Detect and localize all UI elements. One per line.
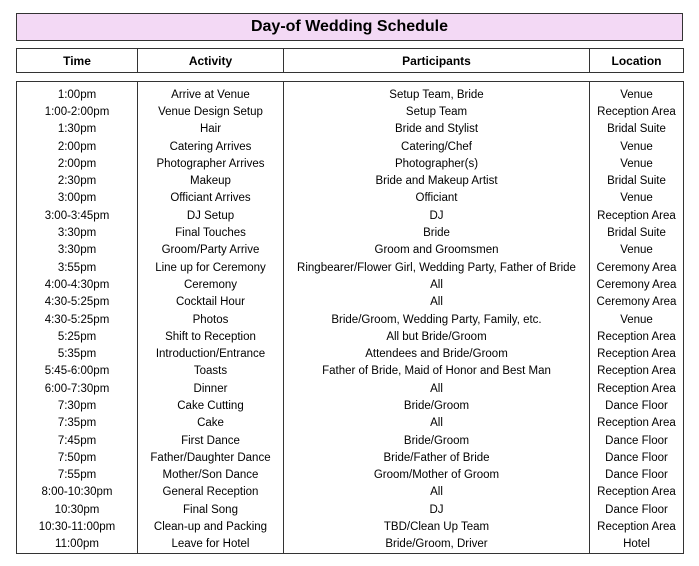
cell-location: Dance Floor	[590, 467, 684, 484]
cell-location: Bridal Suite	[590, 121, 684, 138]
cell-time: 10:30pm	[17, 501, 138, 518]
table-row	[17, 138, 684, 155]
cell-time: 8:00-10:30pm	[17, 484, 138, 501]
cell-participants: Bride/Groom	[284, 397, 590, 414]
cell-activity: Catering Arrives	[138, 138, 284, 155]
cell-time: 4:30-5:25pm	[17, 294, 138, 311]
table-row	[17, 242, 684, 259]
cell-participants: Bride and Stylist	[284, 121, 590, 138]
table-row	[17, 345, 684, 362]
cell-location: Reception Area	[590, 207, 684, 224]
cell-participants: Attendees and Bride/Groom	[284, 345, 590, 362]
table-row	[17, 86, 684, 103]
cell-time: 3:30pm	[17, 242, 138, 259]
cell-location: Dance Floor	[590, 397, 684, 414]
cell-participants: Setup Team	[284, 103, 590, 120]
cell-participants: DJ	[284, 501, 590, 518]
cell-participants: Bride/Groom, Wedding Party, Family, etc.	[284, 311, 590, 328]
cell-activity: Photos	[138, 311, 284, 328]
cell-location: Reception Area	[590, 363, 684, 380]
cell-time: 7:50pm	[17, 449, 138, 466]
cell-activity: Cake	[138, 415, 284, 432]
cell-activity: DJ Setup	[138, 207, 284, 224]
header-time: Time	[17, 49, 138, 73]
cell-time: 3:55pm	[17, 259, 138, 276]
cell-activity: Arrive at Venue	[138, 86, 284, 103]
cell-participants: Groom/Mother of Groom	[284, 467, 590, 484]
cell-activity: Final Touches	[138, 224, 284, 241]
cell-activity: Introduction/Entrance	[138, 345, 284, 362]
cell-activity: Mother/Son Dance	[138, 467, 284, 484]
cell-activity: Hair	[138, 121, 284, 138]
cell-activity: Photographer Arrives	[138, 155, 284, 172]
cell-participants: Bride	[284, 224, 590, 241]
cell-participants: Catering/Chef	[284, 138, 590, 155]
cell-time: 7:35pm	[17, 415, 138, 432]
cell-time: 3:30pm	[17, 224, 138, 241]
cell-time: 7:45pm	[17, 432, 138, 449]
table-row	[17, 259, 684, 276]
cell-activity: Dinner	[138, 380, 284, 397]
table-row	[17, 432, 684, 449]
cell-location: Dance Floor	[590, 501, 684, 518]
cell-location: Venue	[590, 190, 684, 207]
cell-time: 5:25pm	[17, 328, 138, 345]
cell-participants: Bride and Makeup Artist	[284, 172, 590, 189]
table-row	[17, 415, 684, 432]
cell-activity: Final Song	[138, 501, 284, 518]
cell-participants: All but Bride/Groom	[284, 328, 590, 345]
cell-time: 1:30pm	[17, 121, 138, 138]
cell-activity: Venue Design Setup	[138, 103, 284, 120]
table-row	[17, 363, 684, 380]
cell-activity: General Reception	[138, 484, 284, 501]
table-row	[17, 190, 684, 207]
cell-location: Ceremony Area	[590, 259, 684, 276]
page-title: Day-of Wedding Schedule	[16, 13, 683, 41]
cell-participants: Setup Team, Bride	[284, 86, 590, 103]
cell-activity: Groom/Party Arrive	[138, 242, 284, 259]
cell-location: Dance Floor	[590, 449, 684, 466]
cell-activity: Cocktail Hour	[138, 294, 284, 311]
cell-time: 5:35pm	[17, 345, 138, 362]
cell-time: 1:00pm	[17, 86, 138, 103]
cell-activity: First Dance	[138, 432, 284, 449]
cell-activity: Makeup	[138, 172, 284, 189]
table-row	[17, 484, 684, 501]
cell-location: Reception Area	[590, 345, 684, 362]
schedule-header	[16, 48, 684, 73]
table-row	[17, 328, 684, 345]
cell-location: Venue	[590, 155, 684, 172]
table-row	[17, 467, 684, 484]
cell-participants: All	[284, 484, 590, 501]
header-row	[17, 49, 684, 73]
cell-time: 1:00-2:00pm	[17, 103, 138, 120]
cell-participants: All	[284, 276, 590, 293]
cell-location: Reception Area	[590, 328, 684, 345]
header-location: Location	[590, 49, 684, 73]
cell-location: Bridal Suite	[590, 224, 684, 241]
cell-participants: TBD/Clean Up Team	[284, 518, 590, 535]
cell-activity: Ceremony	[138, 276, 284, 293]
cell-activity: Shift to Reception	[138, 328, 284, 345]
cell-location: Hotel	[590, 536, 684, 554]
cell-location: Reception Area	[590, 380, 684, 397]
cell-participants: Father of Bride, Maid of Honor and Best Man	[284, 363, 590, 380]
cell-participants: All	[284, 294, 590, 311]
cell-location: Bridal Suite	[590, 172, 684, 189]
table-row	[17, 380, 684, 397]
cell-participants: Photographer(s)	[284, 155, 590, 172]
cell-location: Reception Area	[590, 103, 684, 120]
cell-location: Reception Area	[590, 518, 684, 535]
table-row	[17, 121, 684, 138]
cell-participants: Ringbearer/Flower Girl, Wedding Party, Father of Bride	[284, 259, 590, 276]
cell-time: 6:00-7:30pm	[17, 380, 138, 397]
cell-time: 3:00-3:45pm	[17, 207, 138, 224]
cell-time: 4:00-4:30pm	[17, 276, 138, 293]
cell-time: 2:00pm	[17, 138, 138, 155]
cell-participants: Bride/Groom, Driver	[284, 536, 590, 554]
cell-participants: Bride/Father of Bride	[284, 449, 590, 466]
cell-participants: Groom and Groomsmen	[284, 242, 590, 259]
cell-time: 7:55pm	[17, 467, 138, 484]
header-participants: Participants	[284, 49, 590, 73]
cell-time: 2:00pm	[17, 155, 138, 172]
cell-activity: Line up for Ceremony	[138, 259, 284, 276]
cell-participants: DJ	[284, 207, 590, 224]
table-row	[17, 172, 684, 189]
cell-location: Venue	[590, 138, 684, 155]
cell-participants: Officiant	[284, 190, 590, 207]
cell-time: 7:30pm	[17, 397, 138, 414]
table-row	[17, 536, 684, 554]
cell-participants: All	[284, 415, 590, 432]
cell-location: Venue	[590, 242, 684, 259]
cell-activity: Officiant Arrives	[138, 190, 284, 207]
cell-activity: Leave for Hotel	[138, 536, 284, 554]
table-row	[17, 311, 684, 328]
header-activity: Activity	[138, 49, 284, 73]
cell-activity: Clean-up and Packing	[138, 518, 284, 535]
cell-location: Venue	[590, 86, 684, 103]
table-row	[17, 501, 684, 518]
cell-time: 10:30-11:00pm	[17, 518, 138, 535]
cell-location: Venue	[590, 311, 684, 328]
table-row	[17, 276, 684, 293]
cell-participants: Bride/Groom	[284, 432, 590, 449]
table-row	[17, 518, 684, 535]
table-row	[17, 224, 684, 241]
cell-location: Dance Floor	[590, 432, 684, 449]
cell-location: Ceremony Area	[590, 276, 684, 293]
cell-time: 11:00pm	[17, 536, 138, 554]
table-row	[17, 294, 684, 311]
cell-location: Reception Area	[590, 415, 684, 432]
cell-location: Ceremony Area	[590, 294, 684, 311]
cell-activity: Father/Daughter Dance	[138, 449, 284, 466]
schedule-table	[16, 81, 684, 554]
table-row	[17, 207, 684, 224]
cell-time: 2:30pm	[17, 172, 138, 189]
cell-activity: Toasts	[138, 363, 284, 380]
cell-participants: All	[284, 380, 590, 397]
cell-activity: Cake Cutting	[138, 397, 284, 414]
table-row	[17, 103, 684, 120]
cell-location: Reception Area	[590, 484, 684, 501]
cell-time: 3:00pm	[17, 190, 138, 207]
cell-time: 4:30-5:25pm	[17, 311, 138, 328]
table-row	[17, 449, 684, 466]
table-row	[17, 155, 684, 172]
table-row	[17, 397, 684, 414]
cell-time: 5:45-6:00pm	[17, 363, 138, 380]
